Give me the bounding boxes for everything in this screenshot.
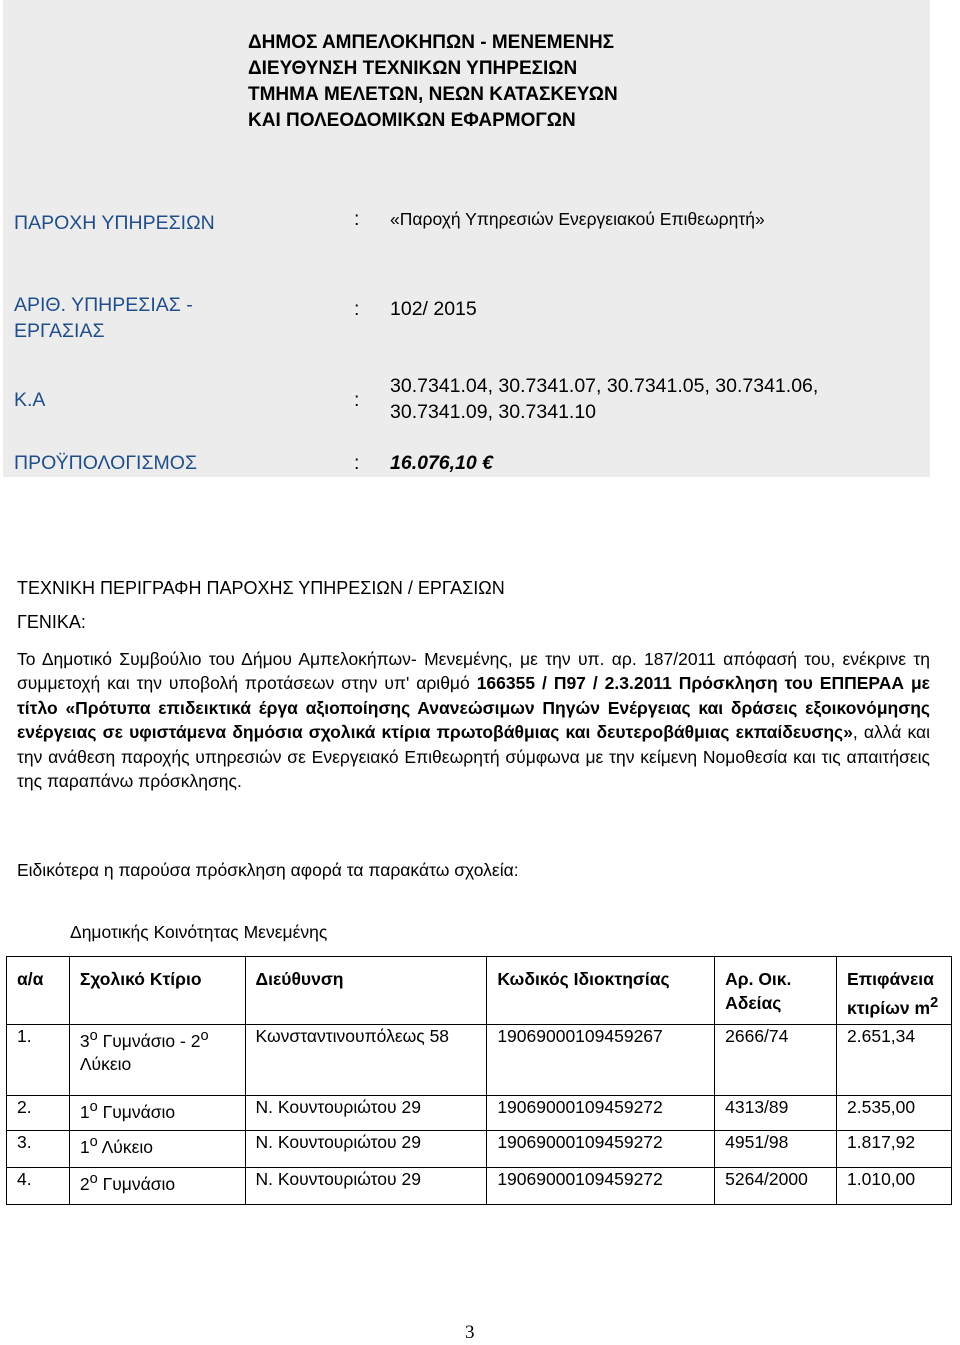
table-row	[7, 1095, 952, 1130]
row-area: 1.817,92	[837, 1130, 952, 1167]
row-license: 4313/89	[715, 1095, 837, 1130]
intro-paragraph	[17, 647, 930, 793]
building-name: Γυμνάσιο	[97, 1173, 176, 1194]
colon: :	[354, 389, 360, 411]
colon: :	[354, 208, 360, 230]
ka-value: 30.7341.04, 30.7341.07, 30.7341.05, 30.7341.06,	[390, 375, 819, 397]
building-name: Γυμνάσιο - 2	[97, 1030, 201, 1051]
ordinal: 2	[79, 1173, 90, 1194]
paragraph-text-end: , αλλά και την ανάθεση παροχής υπηρεσιών σε Ενεργειακό Επιθεωρητή σύμφωνα με την κείμενη Νομοθεσία και τις απαιτήσεις της παραπάνω πρόσκλησης.	[17, 722, 930, 792]
ordinal-sup: ο	[89, 1027, 98, 1044]
header-building: Σχολικό Κτίριο	[69, 957, 245, 1025]
row-num: 1.	[7, 1024, 70, 1095]
row-code: 19069000109459272	[487, 1130, 715, 1167]
department-title-cont: ΚΑΙ ΠΟΛΕΟΔΟΜΙΚΩΝ ΕΦΑΡΜΟΓΩΝ	[248, 110, 576, 131]
budget-value: 16.076,10 €	[390, 452, 494, 474]
table-header-row	[7, 957, 952, 1025]
table-row	[7, 1167, 952, 1204]
ordinal: 1	[79, 1136, 90, 1157]
ordinal-sup: ο	[200, 1027, 209, 1044]
header-code: Κωδικός Ιδιοκτησίας	[487, 957, 715, 1025]
row-building	[69, 1024, 245, 1095]
number-value: 102/ 2015	[390, 298, 477, 320]
row-code: 19069000109459267	[487, 1024, 715, 1095]
row-building	[69, 1095, 245, 1130]
table-row	[7, 1130, 952, 1167]
row-address: Ν. Κουντουριώτου 29	[245, 1130, 487, 1167]
colon: :	[354, 452, 360, 474]
row-building	[69, 1130, 245, 1167]
header-area-sup: 2	[930, 995, 939, 1011]
row-address: Ν. Κουντουριώτου 29	[245, 1167, 487, 1204]
ordinal: 1	[79, 1101, 90, 1122]
general-label: ΓΕΝΙΚΑ:	[17, 612, 86, 632]
building-name: Γυμνάσιο	[97, 1101, 176, 1122]
number-label: ΑΡΙΘ. ΥΠΗΡΕΣΙΑΣ -	[14, 294, 193, 316]
ka-value-cont: 30.7341.09, 30.7341.10	[390, 401, 597, 423]
row-license: 2666/74	[715, 1024, 837, 1095]
number-label-cont: ΕΡΓΑΣΙΑΣ	[14, 320, 105, 342]
municipality-title: ΔΗΜΟΣ ΑΜΠΕΛΟΚΗΠΩΝ - ΜΕΝΕΜΕΝΗΣ	[248, 32, 615, 53]
header-area	[837, 957, 952, 1025]
header-area-text: Επιφάνεια κτιρίων m	[847, 969, 934, 1018]
building-name: Λύκειο	[97, 1136, 154, 1157]
row-address: Ν. Κουντουριώτου 29	[245, 1095, 487, 1130]
row-license: 5264/2000	[715, 1167, 837, 1204]
ordinal: 3	[79, 1030, 90, 1051]
directorate-title: ΔΙΕΥΘΥΝΣΗ ΤΕΧΝΙΚΩΝ ΥΠΗΡΕΣΙΩΝ	[248, 58, 578, 79]
table-row	[7, 1024, 952, 1095]
schools-table	[6, 956, 952, 1205]
section-title: ΤΕΧΝΙΚΗ ΠΕΡΙΓΡΑΦΗ ΠΑΡΟΧΗΣ ΥΠΗΡΕΣΙΩΝ / ΕΡΓΑΣΙΩΝ	[17, 578, 505, 598]
budget-label: ΠΡΟΫΠΟΛΟΓΙΣΜΟΣ	[14, 452, 197, 474]
colon: :	[354, 298, 360, 320]
service-value: «Παροχή Υπηρεσιών Ενεργειακού Επιθεωρητή»	[390, 209, 765, 229]
row-area: 2.651,34	[837, 1024, 952, 1095]
row-code: 19069000109459272	[487, 1095, 715, 1130]
paragraph-bold-text: 166355 / Π97 / 2.3.2011 Πρόσκληση του ΕΠΠΕΡΑΑ με τίτλο «Πρότυπα επιδεικτικά έργα αξιοποίησης Ανανεώσιμων Πηγών Ενέργειας και δράσεις εξοικονόμησης ενέργειας σε υφιστάμενα δημόσια σχολικά κτίρια πρωτοβάθμιας και δευτεροβάθμιας εκπαίδευσης»	[17, 673, 930, 743]
paragraph-text: Το Δημοτικό Συμβούλιο του Δήμου Αμπελοκήπων- Μενεμένης, με την υπ. αρ. 187/2011 απόφασή του, ενέκρινε τη συμμετοχή και την υποβολή προτάσεων στην υπ' αριθμό	[17, 649, 930, 694]
row-address: Κωνσταντινουπόλεως 58	[245, 1024, 487, 1095]
page-number: 3	[465, 1322, 475, 1343]
row-area: 2.535,00	[837, 1095, 952, 1130]
specific-text: Ειδικότερα η παρούσα πρόσκληση αφορά τα παρακάτω σχολεία:	[17, 860, 519, 880]
header-license: Αρ. Οικ. Αδείας	[715, 957, 837, 1025]
row-license: 4951/98	[715, 1130, 837, 1167]
header-num: α/α	[7, 957, 70, 1025]
ordinal-sup: ο	[89, 1133, 98, 1150]
row-num: 2.	[7, 1095, 70, 1130]
ordinal-sup: ο	[89, 1170, 98, 1187]
row-area: 1.010,00	[837, 1167, 952, 1204]
row-code: 19069000109459272	[487, 1167, 715, 1204]
service-label: ΠΑΡΟΧΗ ΥΠΗΡΕΣΙΩΝ	[14, 212, 215, 234]
row-num: 3.	[7, 1130, 70, 1167]
department-title: ΤΜΗΜΑ ΜΕΛΕΤΩΝ, ΝΕΩΝ ΚΑΤΑΣΚΕΥΩΝ	[248, 84, 618, 105]
ordinal-sup: ο	[89, 1098, 98, 1115]
header-address: Διεύθυνση	[245, 957, 487, 1025]
community-title: Δημοτικής Κοινότητας Μενεμένης	[70, 922, 328, 942]
ka-label: Κ.Α	[14, 389, 46, 411]
row-building	[69, 1167, 245, 1204]
row-num: 4.	[7, 1167, 70, 1204]
building-name: Λύκειο	[79, 1053, 132, 1074]
